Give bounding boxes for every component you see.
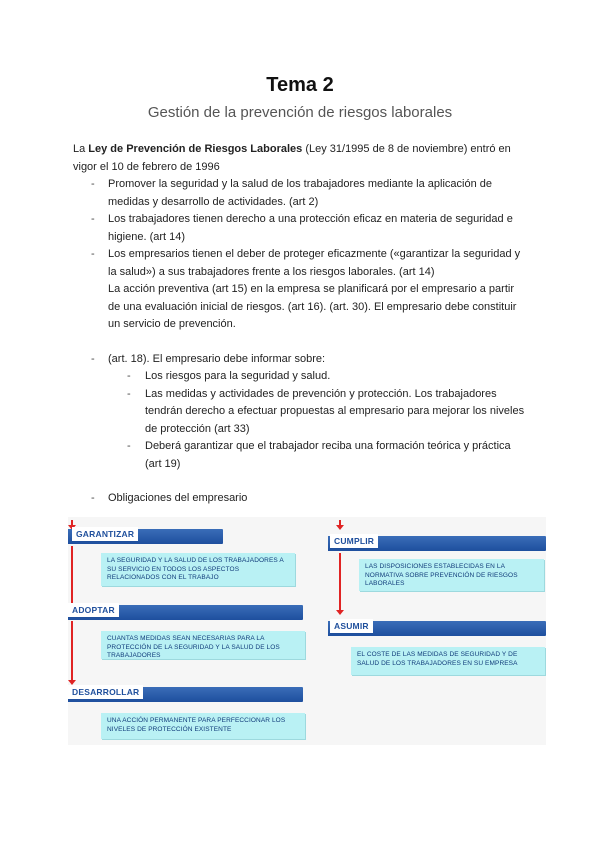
list-item: - Los trabajadores tienen derecho a una protección eficaz en materia de seguridad e higiene. (art 14) — [108, 211, 528, 246]
arrow-down-icon — [339, 520, 341, 526]
art18-sublist — [108, 368, 528, 473]
list-item: - Promover la seguridad y la salud de los trabajadores mediante la aplicación de medidas y desarrollo de actividades. (art 2) — [108, 176, 528, 211]
arrow-down-icon — [71, 520, 73, 526]
label-adoptar: ADOPTAR — [68, 603, 119, 618]
box-cumplir: LAS DISPOSICIONES ESTABLECIDAS EN LA NORMATIVA SOBRE PREVENCIÓN DE RIESGOS LABORALES — [359, 559, 544, 591]
page-title: Tema 2 — [266, 74, 334, 96]
box-garantizar: LA SEGURIDAD Y LA SALUD DE LOS TRABAJADORES A SU SERVICIO EN TODOS LOS ASPECTOS RELACIONADOS CON EL TRABAJO — [101, 553, 295, 586]
art18-list — [73, 351, 528, 474]
obligaciones-list — [73, 490, 528, 508]
label-cumplir: CUMPLIR — [330, 534, 378, 549]
list-item — [108, 351, 528, 474]
sublist-item: - Los riesgos para la seguridad y salud. — [145, 368, 528, 386]
page-subtitle: Gestión de la prevención de riesgos laborales — [147, 104, 453, 121]
law-name: Ley de Prevención de Riesgos Laborales — [88, 143, 303, 155]
art18-label: (art. 18). El empresario debe informar sobre: — [108, 352, 326, 365]
list-item — [108, 246, 528, 334]
list-item-text: Los empresarios tienen el deber de proteger eficazmente («garantizar la seguridad y la salud») a sus trabajadores frente a los riesgos laborales. (art 14) — [108, 248, 521, 278]
list-item-continuation: La acción preventiva (art 15) en la empresa se planificará por el empresario a partir de una evaluación inicial de riesgos. (art 16). (art. 30). El empresario debe constituir un servicio de prevención. — [108, 283, 517, 330]
obligations-diagram — [68, 517, 546, 745]
arrow-down-icon — [339, 553, 341, 611]
box-adoptar: CUANTAS MEDIDAS SEAN NECESARIAS PARA LA PROTECCIÓN DE LA SEGURIDAD Y LA SALUD DE LOS TRABAJADORES — [101, 631, 305, 659]
intro-suffix: (Ley 31/1995 de 8 de noviembre) entró en vigor el 10 de febrero de 1996 — [73, 143, 511, 173]
intro-paragraph — [73, 141, 528, 176]
label-asumir: ASUMIR — [330, 619, 373, 634]
sublist-item: - Deberá garantizar que el trabajador reciba una formación teórica y práctica (art 19) — [145, 438, 528, 473]
arrow-down-icon — [71, 621, 73, 681]
list-item: - Obligaciones del empresario — [108, 490, 528, 508]
label-garantizar: GARANTIZAR — [72, 527, 138, 542]
intro-prefix: La — [73, 143, 89, 155]
label-desarrollar: DESARROLLAR — [68, 685, 143, 700]
box-asumir: EL COSTE DE LAS MEDIDAS DE SEGURIDAD Y DE SALUD DE LOS TRABAJADORES EN SU EMPRESA — [351, 647, 545, 675]
box-desarrollar: UNA ACCIÓN PERMANENTE PARA PERFECCIONAR LOS NIVELES DE PROTECCIÓN EXISTENTE — [101, 713, 305, 739]
arrow-down-icon — [71, 546, 73, 604]
objectives-list — [73, 176, 528, 334]
sublist-item: - Las medidas y actividades de prevención y protección. Los trabajadores tendrán derecho a efectuar propuestas al empresario para mejorar los niveles de protección (art 33) — [145, 386, 528, 439]
document-body — [73, 141, 528, 508]
